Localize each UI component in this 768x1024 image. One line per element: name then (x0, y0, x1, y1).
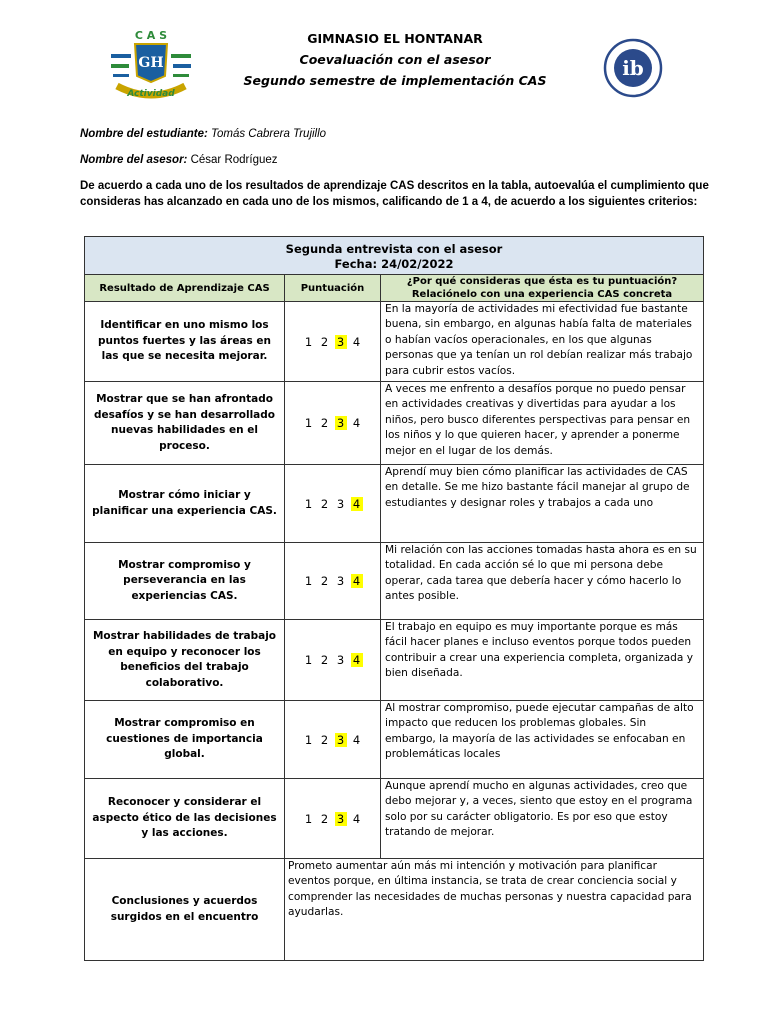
score-option: 1 (304, 334, 313, 349)
learning-outcome: Identificar en uno mismo los puntos fuertes y las áreas en las que se necesita mejorar. (85, 302, 285, 382)
learning-outcome: Mostrar que se han afrontado desafíos y se han desarrollado nuevas habilidades en el proceso. (85, 382, 285, 465)
svg-text:ib: ib (622, 56, 644, 80)
student-name-field (80, 128, 326, 140)
score-scale (285, 465, 381, 543)
score-option: 1 (304, 811, 313, 826)
table-row (85, 382, 704, 465)
learning-outcome: Mostrar cómo iniciar y planificar una experiencia CAS. (85, 465, 285, 543)
score-option: 1 (304, 574, 313, 588)
score-option: 4 (352, 416, 361, 430)
score-option: 1 (304, 653, 313, 667)
score-scale (285, 701, 381, 779)
evaluation-table (84, 236, 704, 961)
score-justification: A veces me enfrento a desafíos porque no puedo pensar en actividades creativas y divertidas para ayudar a los niños, pero busco diferentes perspectivas para pensar en los niños y lo que quieren hacer, y aprender a ponerme mejor en el lugar de los demás. (381, 382, 704, 465)
advisor-name-field (80, 154, 278, 166)
score-option: 4 (351, 653, 363, 667)
score-option: 2 (320, 416, 329, 430)
score-option: 2 (320, 574, 329, 588)
score-option: 3 (336, 496, 345, 511)
student-label: Nombre del estudiante: (80, 128, 208, 140)
score-justification: Aprendí muy bien cómo planificar las actividades de CAS en detalle. Se me hizo bastante fácil manejar al grupo de estudiantes y designar roles y trabajos a cada uno (381, 465, 704, 543)
score-option: 2 (320, 811, 329, 826)
school-name: GIMNASIO EL HONTANAR (307, 31, 483, 46)
score-scale (285, 543, 381, 620)
table-row (85, 620, 704, 701)
advisor-value: César Rodríguez (190, 154, 278, 166)
score-option: 4 (352, 811, 361, 826)
interview-date: Fecha: 24/02/2022 (334, 256, 454, 271)
score-justification: El trabajo en equipo es muy importante porque es más fácil hacer planes e incluso eventos porque todos pueden contribuir a crear una experiencia completa, organizada y bien diseñada. (381, 620, 704, 701)
column-header-score: Puntuación (285, 275, 381, 302)
score-option: 1 (304, 732, 313, 747)
score-option: 4 (352, 334, 361, 349)
ib-logo (598, 38, 668, 98)
table-title: Segunda entrevista con el asesor (285, 241, 503, 256)
score-scale (285, 302, 381, 382)
semester-title: Segundo semestre de implementación CAS (243, 73, 547, 88)
score-option: 2 (320, 653, 329, 667)
table-row (85, 465, 704, 543)
column-header-reason: ¿Por qué consideras que ésta es tu puntuación? Relaciónelo con una experiencia CAS concreta (381, 275, 704, 302)
score-scale (285, 382, 381, 465)
score-justification: Aunque aprendí mucho en algunas actividades, creo que debo mejorar y, a veces, siento que estoy en el programa solo por su carácter obligatorio. Es por eso que estoy tratando de mejorar. (381, 779, 704, 859)
svg-text:C A S: C A S (134, 29, 168, 42)
learning-outcome: Mostrar compromiso y perseverancia en las experiencias CAS. (85, 543, 285, 620)
document-subtitle: Coevaluación con el asesor (299, 52, 491, 67)
score-option: 2 (320, 496, 329, 511)
table-title-row (85, 237, 704, 275)
score-option: 3 (335, 335, 347, 349)
table-row (85, 779, 704, 859)
score-option: 3 (335, 416, 347, 430)
svg-text:Actividad: Actividad (127, 89, 175, 99)
score-option: 3 (336, 574, 345, 588)
score-option: 3 (335, 812, 347, 826)
score-scale (285, 779, 381, 859)
score-option: 3 (336, 653, 345, 667)
score-option: 4 (351, 574, 363, 588)
score-scale (285, 620, 381, 701)
learning-outcome: Reconocer y considerar el aspecto ético de las decisiones y las acciones. (85, 779, 285, 859)
score-option: 2 (320, 334, 329, 349)
score-option: 4 (351, 497, 363, 511)
table-title-cell (85, 237, 704, 275)
score-justification: En la mayoría de actividades mi efectividad fue bastante buena, sin embargo, en algunas había falta de materiales o habían vacíos operacionales, en los que algunas personas que ya tenían un rol debían realizar más trabajo para cubrir estos vacíos. (381, 302, 704, 382)
table-header-row (85, 275, 704, 302)
score-option: 2 (320, 732, 329, 747)
score-option: 3 (335, 733, 347, 747)
svg-text:GH: GH (138, 55, 164, 71)
cas-logo (105, 26, 197, 106)
score-justification: Mi relación con las acciones tomadas hasta ahora es en su totalidad. En cada acción sé lo que mi persona debe operar, cada tarea que debería hacer y cómo hacerlo lo antes posible. (381, 543, 704, 620)
score-justification: Al mostrar compromiso, puede ejecutar campañas de alto impacto que reducen los problemas globales. Sin embargo, la mayoría de las actividades se enfocaban en problemáticas locales (381, 701, 704, 779)
conclusion-row (85, 859, 704, 961)
score-option: 1 (304, 416, 313, 430)
conclusion-label: Conclusiones y acuerdos surgidos en el encuentro (85, 859, 285, 961)
student-value: Tomás Cabrera Trujillo (211, 128, 327, 140)
document-header (190, 28, 600, 91)
score-option: 4 (352, 732, 361, 747)
table-row (85, 701, 704, 779)
table-row (85, 302, 704, 382)
conclusion-text: Prometo aumentar aún más mi intención y motivación para planificar eventos porque, en última instancia, se trata de crear conciencia social y comprender las necesidades de muchas personas y nuestra capacidad para ayudarlas. (285, 859, 704, 961)
score-option: 1 (304, 496, 313, 511)
column-header-outcome: Resultado de Aprendizaje CAS (85, 275, 285, 302)
instructions-text: De acuerdo a cada uno de los resultados de aprendizaje CAS descritos en la tabla, autoevalúa el cumplimiento que consideras has alcanzado en cada uno de los mismos, calificando de 1 a 4, de acuerdo a los siguientes criterios: (80, 180, 709, 208)
advisor-label: Nombre del asesor: (80, 154, 188, 166)
table-row (85, 543, 704, 620)
learning-outcome: Mostrar habilidades de trabajo en equipo y reconocer los beneficios del trabajo colaborativo. (85, 620, 285, 701)
learning-outcome: Mostrar compromiso en cuestiones de importancia global. (85, 701, 285, 779)
